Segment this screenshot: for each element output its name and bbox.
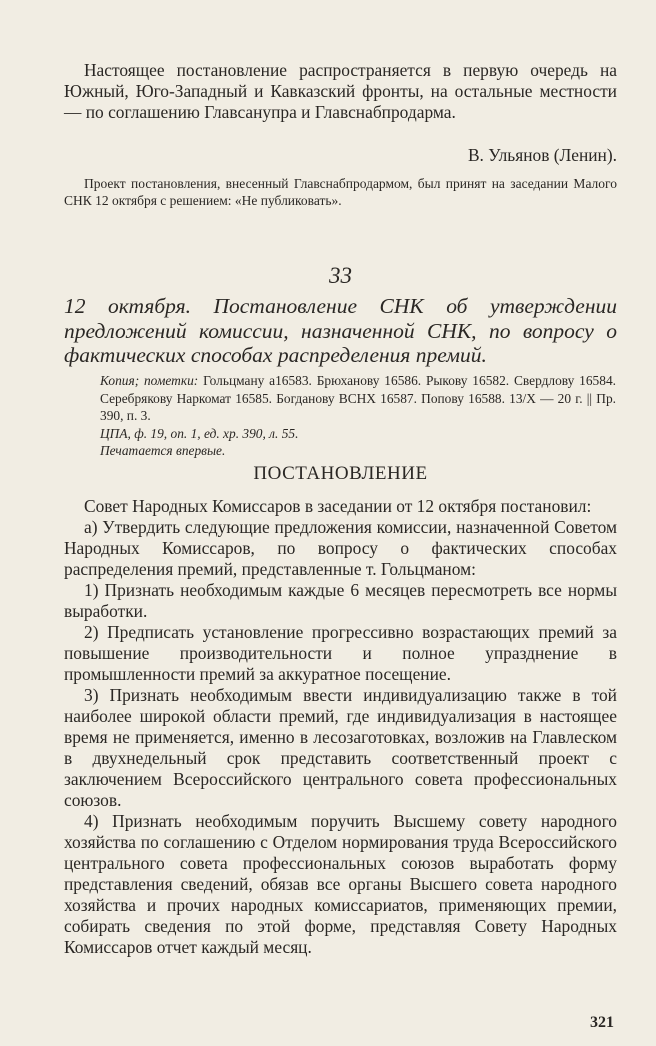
- document-number: 33: [329, 263, 352, 288]
- resolution-paragraph: Совет Народных Комиссаров в заседании от 12 октября постановил:: [84, 496, 592, 516]
- editorial-note: Проект постановления, внесенный Главснабпродармом, был принят на заседании Малого СНК 12 октября с решением: «Не публиковать».: [64, 176, 617, 208]
- archive-reference: ЦПА, ф. 19, оп. 1, ед. хр. 390, л. 55.: [100, 425, 299, 441]
- resolution-paragraph: 2) Предписать установление прогрессивно возрастающих премий за повышение производительности и полное упразднение в промышленности премий за аккуратное посещение.: [64, 622, 617, 684]
- page-number: 321: [590, 1014, 614, 1031]
- resolution-paragraph: 4) Признать необходимым поручить Высшему совету народного хозяйства по соглашению с Отделом нормирования труда Всероссийского центрального совета профессиональных союзов выработать форму представления сведений, обязав все органы Высшего совета народного хозяйства и прочих народных комиссариатов, применяющих премии, собирать сведения по этой форме, представляя Совету Народных Комиссаров отчет каждый месяц.: [64, 811, 617, 957]
- first-print-note: Печатается впервые.: [100, 443, 226, 458]
- resolution-body: [64, 496, 617, 958]
- document-metadata: [100, 372, 616, 460]
- resolution-heading: ПОСТАНОВЛЕНИЕ: [253, 463, 428, 484]
- resolution-paragraph: 3) Признать необходимым ввести индивидуализацию также в той наиболее широкой области премий, где индивидуализация в настоящее время не применяется, именно в лесозаготовках, возложив на Главлеском в двухнедельный срок представить соответственный проект с заключением Всероссийского центрального совета профессиональных союзов.: [64, 685, 617, 810]
- signature: В. Ульянов (Ленин).: [467, 145, 617, 165]
- document-title: 12 октября. Постановление СНК об утверждении предложений комиссии, назначенной СНК, по вопросу о фактических способах распределения премий.: [64, 294, 617, 367]
- copy-notes-text: Гольцману а16583. Брюханову 16586. Рыкову 16582. Свердлову 16584. Серебрякову Наркомат 16585. Богданову ВСНХ 16587. Попову 16588. 13/X — 20 г. || Пр. 390, п. 3.: [100, 373, 616, 423]
- copy-notes-label: Копия; пометки:: [100, 373, 199, 388]
- intro-paragraph: Настоящее постановление распространяется в первую очередь на Южный, Юго-Западный и Кавказский фронты, на остальные местности — по соглашению Главсанупра и Главснабпродарма.: [64, 60, 617, 122]
- resolution-paragraph: 1) Признать необходимым каждые 6 месяцев пересмотреть все нормы выработки.: [64, 580, 617, 621]
- resolution-paragraph: а) Утвердить следующие предложения комиссии, назначенной Советом Народных Комиссаров, по вопросу о фактических способах распределения премий, представленные т. Гольцманом:: [64, 517, 617, 579]
- copy-notes: [100, 372, 616, 425]
